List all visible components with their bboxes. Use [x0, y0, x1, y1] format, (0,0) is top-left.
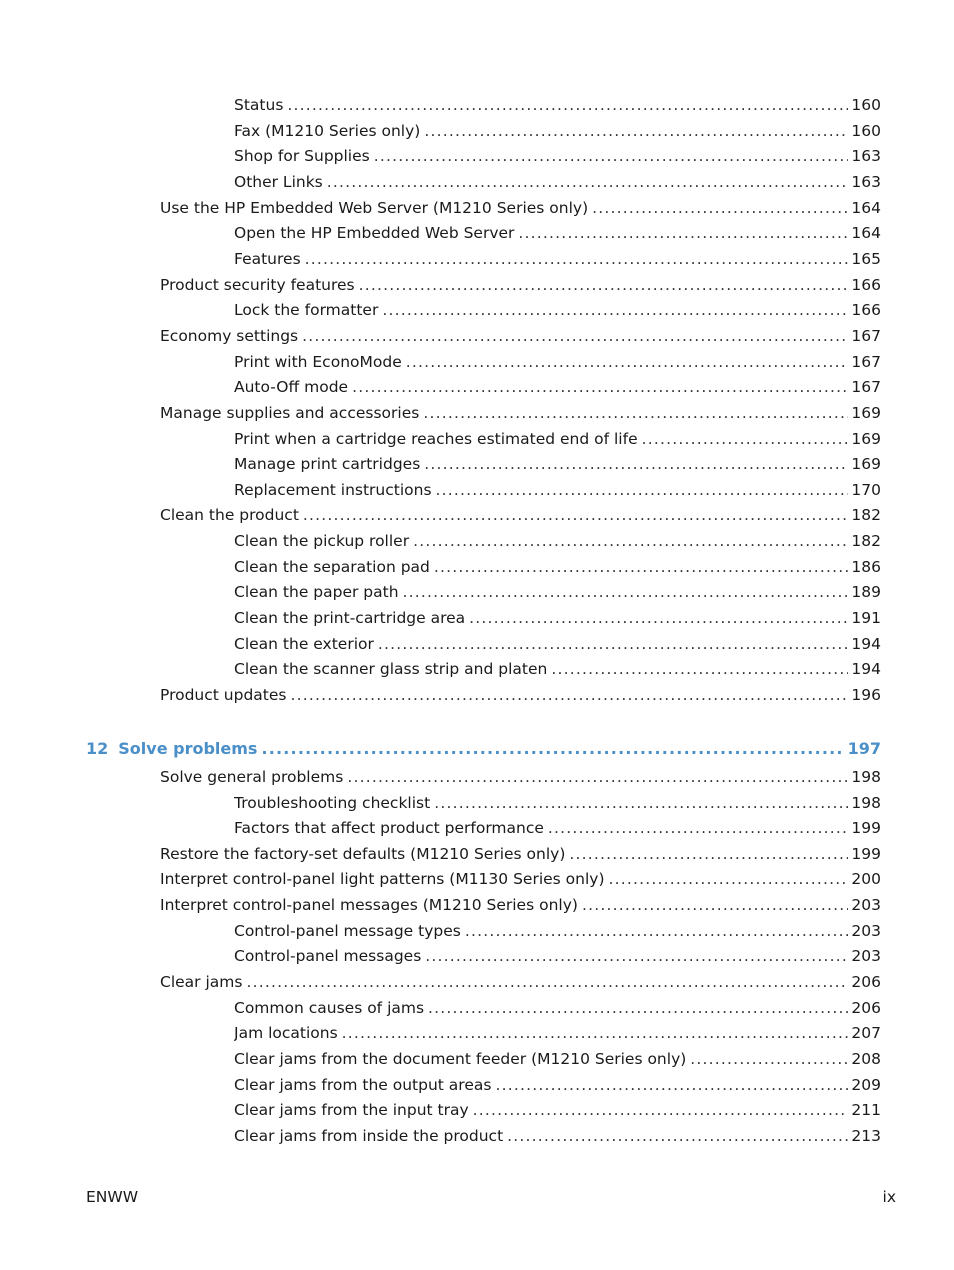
toc-entry[interactable]: [234, 119, 881, 143]
toc-entry[interactable]: [234, 1021, 881, 1045]
toc-leader-dots: [342, 1021, 849, 1045]
toc-entry-title: Other Links: [234, 173, 323, 191]
toc-entry[interactable]: [234, 221, 881, 245]
page-number: ix: [882, 1188, 896, 1206]
toc-entry-page: 203: [851, 896, 881, 914]
toc-entry[interactable]: [234, 170, 881, 194]
toc-leader-dots: [551, 657, 848, 681]
toc-entry-page: 163: [851, 147, 881, 165]
toc-entry-title: Clear jams from inside the product: [234, 1127, 504, 1145]
toc-leader-dots: [518, 221, 848, 245]
toc-entry-title: Print when a cartridge reaches estimated end of life: [234, 430, 638, 448]
toc-entry[interactable]: [160, 503, 881, 527]
toc-entry[interactable]: [234, 919, 881, 943]
toc-entry[interactable]: [234, 247, 881, 271]
toc-entry[interactable]: [234, 791, 881, 815]
toc-entry[interactable]: [234, 529, 881, 553]
toc-entry-title: Clear jams from the document feeder (M1210 Series only): [234, 1050, 687, 1068]
toc-entry[interactable]: [234, 1098, 881, 1122]
toc-entry[interactable]: [234, 944, 881, 968]
footer-label: ENWW: [86, 1188, 139, 1206]
toc-leader-dots: [642, 427, 849, 451]
toc-leader-dots: [548, 816, 849, 840]
toc-entry-title: Clear jams from the output areas: [234, 1076, 492, 1094]
toc-leader-dots: [465, 919, 849, 943]
toc-entry-title: Solve general problems: [160, 768, 344, 786]
toc-entry-page: 167: [851, 378, 881, 396]
toc-entry-page: 167: [851, 327, 881, 345]
toc-leader-dots: [287, 93, 848, 117]
toc-entry-title: Lock the formatter: [234, 301, 379, 319]
toc-entry[interactable]: [160, 765, 881, 789]
toc-entry-page: 211: [851, 1101, 881, 1119]
toc-leader-dots: [473, 1098, 849, 1122]
toc-leader-dots: [507, 1124, 848, 1148]
toc-entry-title: Clean the separation pad: [234, 558, 430, 576]
toc-entry-page: 209: [851, 1076, 881, 1094]
toc-entry-title: Manage supplies and accessories: [160, 404, 420, 422]
toc-leader-dots: [469, 606, 848, 630]
toc-entry[interactable]: [234, 350, 881, 374]
toc-entry-page: 160: [851, 122, 881, 140]
toc-entry[interactable]: [160, 401, 881, 425]
toc-entry-title: Interpret control-panel light patterns (M1130 Series only): [160, 870, 605, 888]
toc-entry-page: 194: [851, 635, 881, 653]
toc-leader-dots: [359, 273, 849, 297]
toc-leader-dots: [423, 401, 848, 425]
toc-entry[interactable]: [234, 606, 881, 630]
toc-entry[interactable]: [234, 93, 881, 117]
toc-entry-title: Common causes of jams: [234, 999, 425, 1017]
toc-entry-title: Clear jams: [160, 973, 243, 991]
toc-leader-dots: [425, 944, 848, 968]
toc-entry-page: 166: [851, 301, 881, 319]
toc-entry-title: Interpret control-panel messages (M1210 Series only): [160, 896, 578, 914]
toc-entry[interactable]: [160, 324, 881, 348]
toc-entry-page: 191: [851, 609, 881, 627]
toc-entry-title: Status: [234, 96, 284, 114]
toc-entry-page: 199: [851, 845, 881, 863]
toc-entry-page: 200: [851, 870, 881, 888]
toc-chapter-entry[interactable]: [86, 737, 881, 761]
toc-entry[interactable]: [234, 580, 881, 604]
toc-entry[interactable]: [234, 555, 881, 579]
toc-entry[interactable]: [234, 657, 881, 681]
chapter-page: 197: [847, 739, 881, 758]
toc-entry-page: 160: [851, 96, 881, 114]
toc-entry-title: Product updates: [160, 686, 287, 704]
toc-entry-title: Fax (M1210 Series only): [234, 122, 421, 140]
toc-leader-dots: [382, 298, 848, 322]
toc-entry-page: 163: [851, 173, 881, 191]
toc-leader-dots: [428, 996, 848, 1020]
toc-leader-dots: [582, 893, 848, 917]
chapter-title: Solve problems: [118, 739, 258, 758]
toc-entry-page: 203: [851, 947, 881, 965]
toc-leader-dots: [378, 632, 849, 656]
toc-entry[interactable]: [160, 893, 881, 917]
toc-entry-title: Clear jams from the input tray: [234, 1101, 469, 1119]
chapter-number: 12: [86, 739, 109, 758]
toc-entry-page: 207: [851, 1024, 881, 1042]
toc-leader-dots: [424, 452, 848, 476]
toc-entry-title: Clean the exterior: [234, 635, 374, 653]
toc-entry-page: 182: [851, 506, 881, 524]
toc-entry-page: 186: [851, 558, 881, 576]
toc-leader-dots: [609, 867, 849, 891]
toc-entry-title: Product security features: [160, 276, 355, 294]
toc-leader-dots: [261, 737, 844, 761]
toc-entry-title: Control-panel messages: [234, 947, 422, 965]
toc-leader-dots: [305, 247, 849, 271]
toc-entry-title: Restore the factory-set defaults (M1210 Series only): [160, 845, 566, 863]
toc-entry[interactable]: [160, 273, 881, 297]
toc-entry-page: 198: [851, 794, 881, 812]
toc-entry[interactable]: [234, 1047, 881, 1071]
toc-leader-dots: [413, 529, 848, 553]
toc-entry-title: Troubleshooting checklist: [234, 794, 431, 812]
toc-entry[interactable]: [160, 867, 881, 891]
toc-entry[interactable]: [234, 478, 881, 502]
toc-entry[interactable]: [234, 1073, 881, 1097]
toc-leader-dots: [690, 1047, 848, 1071]
toc-leader-dots: [495, 1073, 848, 1097]
toc-entry-page: 165: [851, 250, 881, 268]
toc-entry-title: Control-panel message types: [234, 922, 461, 940]
toc-entry-title: Clean the paper path: [234, 583, 399, 601]
toc-leader-dots: [303, 503, 849, 527]
toc-leader-dots: [403, 580, 849, 604]
toc-entry-page: 164: [851, 224, 881, 242]
toc-entry[interactable]: [234, 298, 881, 322]
toc-leader-dots: [434, 555, 849, 579]
toc-entry-title: Clean the product: [160, 506, 299, 524]
toc-entry-title: Clean the pickup roller: [234, 532, 410, 550]
toc-entry-title: Features: [234, 250, 301, 268]
toc-entry-title: Shop for Supplies: [234, 147, 370, 165]
toc-leader-dots: [374, 144, 849, 168]
toc-entry-title: Clean the scanner glass strip and platen: [234, 660, 548, 678]
toc-entry-page: 198: [851, 768, 881, 786]
toc-entry-page: 206: [851, 973, 881, 991]
toc-leader-dots: [424, 119, 848, 143]
toc-leader-dots: [434, 791, 848, 815]
toc-leader-dots: [347, 765, 848, 789]
toc-entry[interactable]: [234, 1124, 881, 1148]
toc-entry[interactable]: [234, 452, 881, 476]
toc-entry[interactable]: [160, 196, 881, 220]
toc-entry-page: 169: [851, 430, 881, 448]
toc-entry-title: Print with EconoMode: [234, 353, 402, 371]
toc-entry-title: Factors that affect product performance: [234, 819, 544, 837]
toc-leader-dots: [569, 842, 848, 866]
toc-leader-dots: [302, 324, 848, 348]
toc-leader-dots: [246, 970, 848, 994]
toc-entry[interactable]: [234, 144, 881, 168]
toc-entry-title: Manage print cartridges: [234, 455, 421, 473]
toc-entry-title: Clean the print-cartridge area: [234, 609, 466, 627]
toc-entry-page: 166: [851, 276, 881, 294]
toc-leader-dots: [436, 478, 849, 502]
toc-entry-page: 189: [851, 583, 881, 601]
toc-entry[interactable]: [234, 996, 881, 1020]
toc-entry-title: Auto-Off mode: [234, 378, 349, 396]
toc-leader-dots: [352, 375, 848, 399]
toc-entry-title: Jam locations: [234, 1024, 338, 1042]
toc-entry-title: Economy settings: [160, 327, 299, 345]
toc-entry-title: Open the HP Embedded Web Server: [234, 224, 515, 242]
toc-entry-page: 213: [851, 1127, 881, 1145]
toc-leader-dots: [327, 170, 849, 194]
toc-leader-dots: [290, 683, 848, 707]
toc-entry-page: 196: [851, 686, 881, 704]
toc-entry-page: 208: [851, 1050, 881, 1068]
toc-entry[interactable]: [160, 842, 881, 866]
toc-entry[interactable]: [234, 816, 881, 840]
toc-entry-page: 169: [851, 455, 881, 473]
toc-leader-dots: [406, 350, 849, 374]
toc-entry-page: 164: [851, 199, 881, 217]
toc-entry[interactable]: [160, 683, 881, 707]
toc-entry-page: 194: [851, 660, 881, 678]
toc-entry-page: 203: [851, 922, 881, 940]
toc-entry-page: 170: [851, 481, 881, 499]
toc-entry-page: 182: [851, 532, 881, 550]
toc-leader-dots: [592, 196, 848, 220]
toc-entry[interactable]: [234, 427, 881, 451]
toc-entry-page: 167: [851, 353, 881, 371]
toc-entry-page: 199: [851, 819, 881, 837]
toc-entry-title: Use the HP Embedded Web Server (M1210 Series only): [160, 199, 589, 217]
toc-entry[interactable]: [160, 970, 881, 994]
toc-entry[interactable]: [234, 632, 881, 656]
toc-entry-page: 169: [851, 404, 881, 422]
toc-entry-title: Replacement instructions: [234, 481, 432, 499]
toc-entry-page: 206: [851, 999, 881, 1017]
toc-entry[interactable]: [234, 375, 881, 399]
